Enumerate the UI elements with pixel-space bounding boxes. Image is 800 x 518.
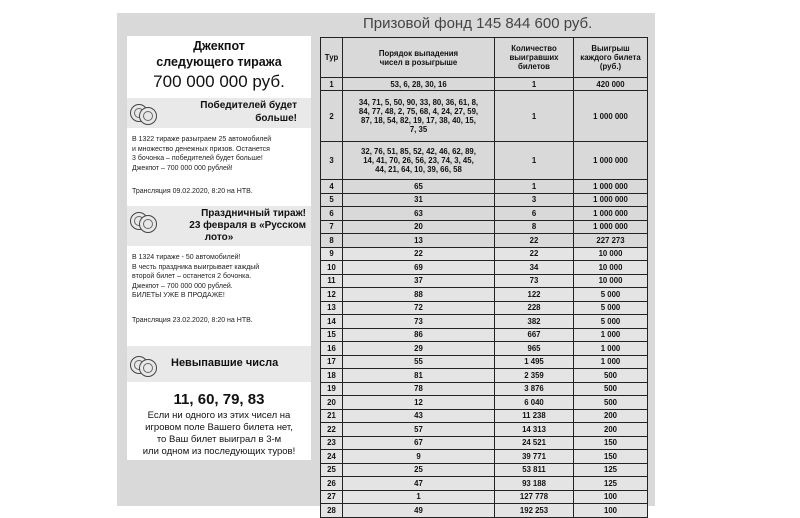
- holiday-banner: [127, 206, 311, 246]
- numbers-line: 86: [414, 330, 423, 340]
- holiday-heading-2: 23 февраля в «Русском: [189, 220, 306, 231]
- winners-heading-2: больше!: [255, 113, 297, 124]
- numbers-line: 13: [414, 235, 423, 245]
- tour-cell: 2: [321, 91, 343, 142]
- win-cell: 200: [574, 409, 648, 423]
- count-cell: 3: [495, 193, 574, 207]
- table-row: [321, 91, 648, 142]
- table-row: [321, 423, 648, 437]
- win-cell: 10 000: [574, 274, 648, 288]
- numbers-line: 84, 77, 48, 2, 75, 68, 4, 24, 27, 59,: [358, 107, 479, 116]
- holiday-heading-3: лото»: [204, 232, 234, 243]
- numbers-line: 65: [414, 181, 423, 191]
- count-cell: 11 238: [495, 409, 574, 423]
- lottery-barrel-icon: [139, 107, 157, 125]
- numbers-line: 7, 35: [409, 125, 428, 134]
- numbers-cell: [343, 463, 495, 477]
- table-row: [321, 180, 648, 194]
- header-count: Количество выигравших билетов: [495, 38, 574, 78]
- table-row: [321, 193, 648, 207]
- count-cell: 24 521: [495, 436, 574, 450]
- numbers-cell: [343, 355, 495, 369]
- count-cell: 22: [495, 247, 574, 261]
- count-cell: 192 253: [495, 504, 574, 518]
- tour-cell: 12: [321, 288, 343, 302]
- table-row: [321, 274, 648, 288]
- count-cell: 39 771: [495, 450, 574, 464]
- numbers-line: 29: [414, 343, 423, 353]
- tour-cell: 16: [321, 342, 343, 356]
- tour-cell: 15: [321, 328, 343, 342]
- tour-cell: 4: [321, 180, 343, 194]
- table-row: [321, 342, 648, 356]
- win-cell: 150: [574, 436, 648, 450]
- table-row: [321, 463, 648, 477]
- numbers-line: 34, 71, 5, 50, 90, 33, 80, 36, 61, 8,: [358, 98, 479, 107]
- jackpot-amount: 700 000 000 руб.: [153, 72, 285, 91]
- win-cell: 100: [574, 490, 648, 504]
- numbers-cell: [343, 78, 495, 91]
- table-row: [321, 220, 648, 234]
- numbers-cell: [343, 142, 495, 180]
- numbers-line: 12: [414, 397, 423, 407]
- win-cell: 5 000: [574, 288, 648, 302]
- table-row: [321, 477, 648, 491]
- numbers-cell: [343, 328, 495, 342]
- table-row: [321, 328, 648, 342]
- win-cell: 1 000 000: [574, 207, 648, 221]
- win-cell: 10 000: [574, 261, 648, 275]
- win-cell: 500: [574, 382, 648, 396]
- jackpot-line2: следующего тиража: [156, 55, 282, 69]
- tour-cell: 27: [321, 490, 343, 504]
- tour-cell: 5: [321, 193, 343, 207]
- win-cell: 1 000 000: [574, 180, 648, 194]
- tour-cell: 10: [321, 261, 343, 275]
- numbers-line: 55: [414, 357, 423, 367]
- tour-cell: 26: [321, 477, 343, 491]
- win-cell: 420 000: [574, 78, 648, 91]
- numbers-line: 1: [416, 492, 421, 502]
- tour-cell: 14: [321, 315, 343, 329]
- win-cell: 125: [574, 477, 648, 491]
- numbers-cell: [343, 301, 495, 315]
- tour-cell: 28: [321, 504, 343, 518]
- tour-cell: 8: [321, 234, 343, 248]
- win-cell: 1 000: [574, 355, 648, 369]
- tour-cell: 22: [321, 423, 343, 437]
- prize-fund-title: Призовой фонд 145 844 600 руб.: [363, 15, 593, 32]
- table-row: [321, 142, 648, 180]
- numbers-line: 87, 18, 54, 82, 19, 17, 38, 40, 15,: [361, 116, 476, 125]
- count-cell: 14 313: [495, 423, 574, 437]
- tour-cell: 7: [321, 220, 343, 234]
- numbers-cell: [343, 396, 495, 410]
- table-row: [321, 207, 648, 221]
- tour-cell: 24: [321, 450, 343, 464]
- info-panel: [127, 36, 311, 460]
- tour-cell: 6: [321, 207, 343, 221]
- holiday-text: В 1324 тираже - 50 автомобилей! В честь праздника выигрывает каждый второй билет – останется 2 бочонка. Джекпот – 700 000 000 рублей. БИЛЕТЫ УЖЕ В ПРОДАЖЕ!: [132, 254, 260, 299]
- numbers-line: 44, 21, 64, 10, 39, 66, 58: [375, 165, 462, 174]
- numbers-cell: [343, 274, 495, 288]
- win-cell: 1 000 000: [574, 91, 648, 142]
- count-cell: 2 359: [495, 369, 574, 383]
- numbers-line: 78: [414, 384, 423, 394]
- numbers-cell: [343, 490, 495, 504]
- tour-cell: 19: [321, 382, 343, 396]
- table-header: [321, 38, 648, 78]
- numbers-line: 31: [414, 195, 423, 205]
- win-cell: 5 000: [574, 315, 648, 329]
- count-cell: 34: [495, 261, 574, 275]
- count-cell: 53 811: [495, 463, 574, 477]
- count-cell: 228: [495, 301, 574, 315]
- table-row: [321, 409, 648, 423]
- numbers-cell: [343, 234, 495, 248]
- numbers-line: 53, 6, 28, 30, 16: [390, 79, 447, 89]
- numbers-line: 47: [414, 478, 423, 488]
- win-cell: 5 000: [574, 301, 648, 315]
- table-row: [321, 78, 648, 91]
- table-row: [321, 369, 648, 383]
- numbers-cell: [343, 382, 495, 396]
- table-row: [321, 436, 648, 450]
- numbers-line: 63: [414, 208, 423, 218]
- tour-cell: 18: [321, 369, 343, 383]
- numbers-cell: [343, 288, 495, 302]
- table-row: [321, 382, 648, 396]
- win-cell: 1 000: [574, 328, 648, 342]
- win-cell: 200: [574, 423, 648, 437]
- unfallen-text: Если ни одного из этих чисел на игровом поле Вашего билета нет, то Ваш билет выиграл в 3-м или одном из последующих туров!: [142, 410, 296, 457]
- header-tour: Тур: [321, 38, 343, 78]
- numbers-line: 9: [416, 451, 421, 461]
- win-cell: 1 000: [574, 342, 648, 356]
- win-cell: 150: [574, 450, 648, 464]
- count-cell: 667: [495, 328, 574, 342]
- tour-cell: 3: [321, 142, 343, 180]
- count-cell: 382: [495, 315, 574, 329]
- count-cell: 3 876: [495, 382, 574, 396]
- numbers-line: 49: [414, 505, 423, 515]
- tour-cell: 23: [321, 436, 343, 450]
- tour-cell: 9: [321, 247, 343, 261]
- win-cell: 1 000 000: [574, 193, 648, 207]
- numbers-cell: [343, 409, 495, 423]
- win-cell: 227 273: [574, 234, 648, 248]
- tour-cell: 20: [321, 396, 343, 410]
- numbers-cell: [343, 315, 495, 329]
- winners-heading-1: Победителей будет: [200, 100, 297, 111]
- tour-cell: 1: [321, 78, 343, 91]
- numbers-line: 32, 76, 51, 85, 52, 42, 46, 62, 89,: [361, 147, 476, 156]
- tour-cell: 11: [321, 274, 343, 288]
- count-cell: 6: [495, 207, 574, 221]
- numbers-line: 43: [414, 411, 423, 421]
- numbers-cell: [343, 450, 495, 464]
- numbers-line: 88: [414, 289, 423, 299]
- table-row: [321, 301, 648, 315]
- count-cell: 965: [495, 342, 574, 356]
- win-cell: 500: [574, 369, 648, 383]
- count-cell: 127 778: [495, 490, 574, 504]
- lottery-barrel-icon: [139, 215, 157, 233]
- numbers-cell: [343, 477, 495, 491]
- broadcast-1: Трансляция 09.02.2020, 8:20 на НТВ.: [132, 188, 253, 195]
- count-cell: 122: [495, 288, 574, 302]
- table-row: [321, 490, 648, 504]
- table-row: [321, 355, 648, 369]
- unfallen-heading: Невыпавшие числа: [171, 357, 279, 369]
- jackpot-line1: Джекпот: [193, 39, 245, 53]
- holiday-heading-1: Праздничный тираж!: [201, 208, 306, 219]
- win-cell: 10 000: [574, 247, 648, 261]
- count-cell: 93 188: [495, 477, 574, 491]
- unfallen-banner: [127, 346, 311, 382]
- header-win: Выигрыш каждого билета (руб.): [574, 38, 648, 78]
- count-cell: 1: [495, 91, 574, 142]
- numbers-line: 22: [414, 249, 423, 259]
- win-cell: 100: [574, 504, 648, 518]
- numbers-line: 67: [414, 438, 423, 448]
- lottery-barrel-icon: [139, 359, 157, 377]
- header-order: Порядок выпадения чисел в розыгрыше: [343, 38, 495, 78]
- winners-banner: [127, 98, 311, 128]
- numbers-line: 14, 41, 70, 26, 56, 23, 74, 3, 45,: [363, 156, 474, 165]
- results-table: [320, 37, 648, 518]
- count-cell: 73: [495, 274, 574, 288]
- tour-cell: 21: [321, 409, 343, 423]
- numbers-line: 20: [414, 222, 423, 232]
- numbers-cell: [343, 369, 495, 383]
- numbers-line: 37: [414, 276, 423, 286]
- numbers-cell: [343, 261, 495, 275]
- table-row: [321, 288, 648, 302]
- count-cell: 1: [495, 78, 574, 91]
- numbers-cell: [343, 193, 495, 207]
- numbers-cell: [343, 342, 495, 356]
- count-cell: 8: [495, 220, 574, 234]
- table-row: [321, 315, 648, 329]
- numbers-cell: [343, 207, 495, 221]
- unfallen-numbers: 11, 60, 79, 83: [173, 391, 265, 408]
- win-cell: 1 000 000: [574, 142, 648, 180]
- numbers-line: 57: [414, 424, 423, 434]
- table-row: [321, 247, 648, 261]
- numbers-line: 69: [414, 262, 423, 272]
- table-row: [321, 450, 648, 464]
- tour-cell: 13: [321, 301, 343, 315]
- numbers-line: 72: [414, 303, 423, 313]
- tour-cell: 25: [321, 463, 343, 477]
- count-cell: 22: [495, 234, 574, 248]
- win-cell: 1 000 000: [574, 220, 648, 234]
- table-row: [321, 234, 648, 248]
- numbers-line: 25: [414, 465, 423, 475]
- win-cell: 500: [574, 396, 648, 410]
- winners-text: В 1322 тираже разыграем 25 автомобилей и множество денежных призов. Останется 3 бочонка – победителей будет больше! Джекпот – 700 000 000 рублей!: [132, 136, 272, 172]
- count-cell: 1 495: [495, 355, 574, 369]
- win-cell: 125: [574, 463, 648, 477]
- table-row: [321, 261, 648, 275]
- numbers-line: 73: [414, 316, 423, 326]
- tour-cell: 17: [321, 355, 343, 369]
- numbers-cell: [343, 180, 495, 194]
- numbers-cell: [343, 423, 495, 437]
- broadcast-2: Трансляция 23.02.2020, 8:20 на НТВ.: [132, 317, 253, 324]
- numbers-cell: [343, 91, 495, 142]
- count-cell: 1: [495, 180, 574, 194]
- count-cell: 1: [495, 142, 574, 180]
- count-cell: 6 040: [495, 396, 574, 410]
- table-row: [321, 396, 648, 410]
- numbers-cell: [343, 220, 495, 234]
- numbers-cell: [343, 247, 495, 261]
- numbers-line: 81: [414, 370, 423, 380]
- numbers-cell: [343, 436, 495, 450]
